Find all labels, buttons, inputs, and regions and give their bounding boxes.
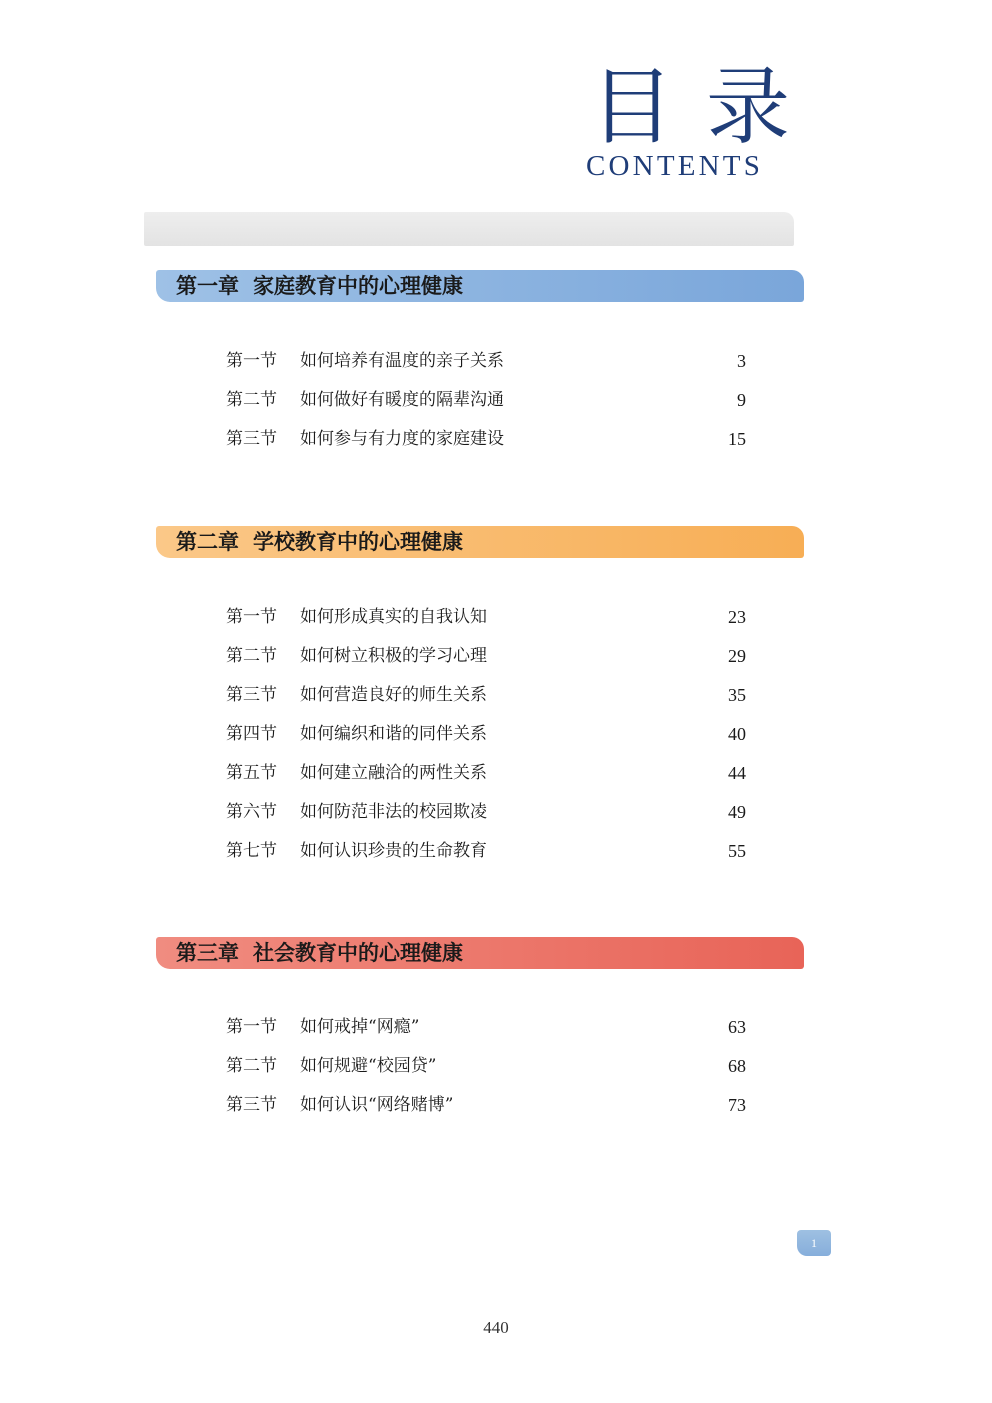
toc-entry[interactable] [226,425,750,453]
toc-entry[interactable] [226,642,750,670]
page-number: 73 [728,1095,746,1115]
toc-entry[interactable] [226,759,750,787]
toc-entry[interactable] [226,1013,750,1041]
section-title: 如何戒掉“网瘾” [300,1017,420,1037]
page-number: 15 [728,429,746,449]
section-title: 如何参与有力度的家庭建设 [300,429,504,449]
page-number: 63 [728,1017,746,1037]
chapter-title: 学校教育中的心理健康 [253,530,463,554]
toc-entry[interactable] [226,1052,750,1080]
section-number: 第六节 [226,802,277,822]
section-number: 第五节 [226,763,277,783]
page-subtitle: CONTENTS [586,150,764,182]
section-number: 第四节 [226,724,277,744]
section-number: 第三节 [226,1095,277,1115]
toc-entry[interactable] [226,681,750,709]
chapter-number: 第三章 [176,941,239,965]
decorative-bar [144,212,794,246]
toc-entry[interactable] [226,837,750,865]
section-title: 如何编织和谐的同伴关系 [300,724,487,744]
chapter-number: 第二章 [176,530,239,554]
page-number: 29 [728,646,746,666]
page-number: 44 [728,763,746,783]
title-char-2: 录 [705,58,790,156]
section-number: 第二节 [226,1056,277,1076]
page-number: 9 [737,390,746,410]
toc-entry[interactable] [226,347,750,375]
section-title: 如何营造良好的师生关系 [300,685,487,705]
title-char-1: 目 [590,58,675,156]
toc-entry[interactable] [226,798,750,826]
section-title: 如何做好有暖度的隔辈沟通 [300,390,504,410]
footer-page-number: 440 [483,1318,509,1337]
section-number: 第一节 [226,607,277,627]
chapter-1-heading[interactable] [156,270,804,302]
toc-entry[interactable] [226,603,750,631]
section-number: 第二节 [226,390,277,410]
section-title: 如何树立积极的学习心理 [300,646,487,666]
chapter-2-heading[interactable] [156,526,804,558]
chapter-3-heading[interactable] [156,937,804,969]
section-number: 第三节 [226,685,277,705]
page-number: 68 [728,1056,746,1076]
section-title: 如何培养有温度的亲子关系 [300,351,504,371]
section-title: 如何认识珍贵的生命教育 [300,841,487,861]
page-tab: 1 [797,1230,831,1256]
section-title: 如何规避“校园贷” [300,1056,437,1076]
page-title [590,58,790,156]
page-number: 3 [737,351,746,371]
page-number: 49 [728,802,746,822]
toc-entry[interactable] [226,1091,750,1119]
page-number: 55 [728,841,746,861]
toc-entry[interactable] [226,720,750,748]
section-title: 如何防范非法的校园欺凌 [300,802,487,822]
page-number: 35 [728,685,746,705]
page-number: 23 [728,607,746,627]
toc-entry[interactable] [226,386,750,414]
section-title: 如何建立融洽的两性关系 [300,763,487,783]
chapter-number: 第一章 [176,274,239,298]
section-number: 第三节 [226,429,277,449]
section-title: 如何认识“网络赌博” [300,1095,454,1115]
section-number: 第七节 [226,841,277,861]
section-title: 如何形成真实的自我认知 [300,607,487,627]
section-number: 第二节 [226,646,277,666]
chapter-title: 社会教育中的心理健康 [253,941,463,965]
section-number: 第一节 [226,351,277,371]
chapter-title: 家庭教育中的心理健康 [253,274,463,298]
page-number: 40 [728,724,746,744]
section-number: 第一节 [226,1017,277,1037]
